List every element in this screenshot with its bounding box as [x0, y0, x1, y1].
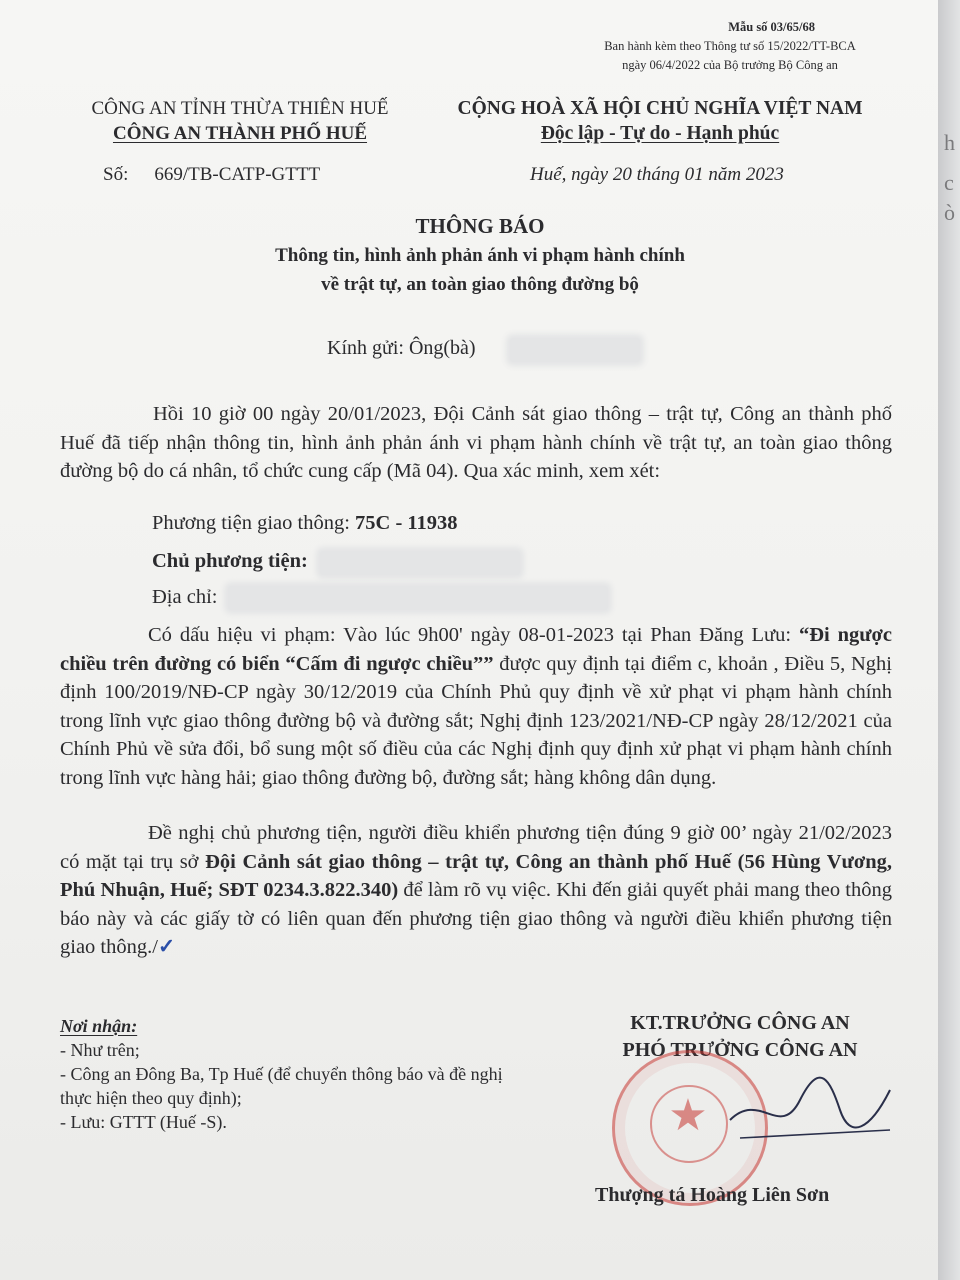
pen-check-icon: ✓: [157, 936, 176, 958]
form-issued-date: ngày 06/4/2022 của Bộ trưởng Bộ Công an: [622, 58, 838, 72]
agency-header: [40, 96, 440, 146]
recipients-block: [60, 1014, 520, 1134]
national-name: CỘNG HOÀ XÃ HỘI CHỦ NGHĨA VIỆT NAM: [457, 98, 863, 119]
recipient-item: - Như trên;: [60, 1040, 140, 1060]
redacted-name: [510, 338, 640, 362]
vehicle-label: Phương tiện giao thông:: [152, 512, 356, 534]
greeting: Kính gửi: Ông(bà): [327, 337, 476, 359]
signer-name: Thượng tá Hoàng Liên Sơn: [595, 1184, 830, 1206]
agency-city: CÔNG AN THÀNH PHỐ HUẾ: [112, 123, 368, 144]
place-date: Huế, ngày 20 tháng 01 năm 2023: [530, 164, 784, 185]
document-subtitle-2: về trật tự, an toàn giao thông đường bộ: [321, 274, 639, 295]
redacted-address: [228, 586, 608, 610]
document-number: [103, 164, 320, 186]
national-header: [430, 96, 890, 146]
owner-label: Chủ phương tiện:: [152, 550, 308, 572]
national-motto: Độc lập - Tự do - Hạnh phúc: [540, 123, 780, 144]
violation-text: “Đi ngược chiều trên đường có biển “Cấm đi ngược chiều””: [60, 624, 892, 675]
signature-title: [580, 1010, 900, 1064]
document-number-value: 669/TB-CATP-GTTT: [154, 164, 321, 185]
paragraph-intro: Hồi 10 giờ 00 ngày 20/01/2023, Đội Cảnh sát giao thông – trật tự, Công an thành phố Huế đã tiếp nhận thông tin, hình ảnh phản ánh vi phạm hành chính về trật tự, an toàn giao thông đường bộ do cá nhân, tổ chức cung cấp (Mã 04). Qua xác minh, xem xét:: [60, 403, 892, 482]
address-label: Địa chỉ:: [152, 586, 218, 608]
document-title: THÔNG BÁO: [415, 214, 545, 238]
redacted-owner: [320, 551, 520, 575]
form-number-block: [560, 18, 900, 75]
background-glyph: ò: [944, 200, 955, 225]
vehicle-plate: 75C - 11938: [355, 512, 458, 534]
handwritten-signature: [720, 1060, 900, 1160]
document-number-label: Số:: [103, 164, 129, 185]
signature-line-1: KT.TRƯỞNG CÔNG AN: [630, 1012, 850, 1034]
seal-star-icon: ★: [668, 1091, 708, 1140]
background-glyph: h: [944, 130, 955, 155]
office-address: Đội Cảnh sát giao thông – trật tự, Công an thành phố Huế (56 Hùng Vương, Phú Nhuận, Huế; SĐT 0234.3.822.340): [60, 850, 892, 901]
form-number: Mẫu số 03/65/68: [728, 20, 815, 34]
agency-province: CÔNG AN TỈNH THỪA THIÊN HUẾ: [91, 98, 389, 119]
recipient-item: - Công an Đông Ba, Tp Huế (để chuyển thông báo và đề nghị thực hiện theo quy định);: [60, 1064, 503, 1108]
recipients-heading: Nơi nhận:: [60, 1016, 138, 1036]
background-glyph: c: [944, 170, 954, 195]
vehicle-line: [152, 512, 458, 535]
signature-line-2: PHÓ TRƯỞNG CÔNG AN: [622, 1039, 858, 1061]
paragraph-request: Đề nghị chủ phương tiện, người điều khiển phương tiện đúng 9 giờ 00’ ngày 21/02/2023 có mặt tại trụ sở Đội Cảnh sát giao thông – trật tự, Công an thành phố Huế (56 Hùng Vương, Phú Nhuận, Huế; SĐT 0234.3.822.340) để làm rõ vụ việc. Khi đến giải quyết phải mang theo thông báo này và các giấy tờ có liên quan đến phương tiện giao thông và người điều khiển phương tiện giao thông./✓: [60, 822, 892, 958]
document-subtitle-1: Thông tin, hình ảnh phản ánh vi phạm hành chính: [275, 245, 685, 266]
paragraph-violation: Có dấu hiệu vi phạm: Vào lúc 9h00' ngày 08-01-2023 tại Phan Đăng Lưu: “Đi ngược chiều trên đường có biển “Cấm đi ngược chiều”” được quy định tại điểm c, khoản , Điều 5, Nghị định 100/2019/NĐ-CP ngày 30/12/2019 của Chính Phủ quy định về xử phạt vi phạm hành chính trong lĩnh vực giao thông đường bộ và đường sắt; Nghị định 123/2021/NĐ-CP ngày 28/12/2021 của Chính Phủ về sửa đổi, bổ sung một số điều của các Nghị định quy định xử phạt vi phạm hành chính trong lĩnh vực hàng hải; giao thông đường bộ, đường sắt; hàng không dân dụng.: [60, 624, 892, 789]
recipient-item: - Lưu: GTTT (Huế -S).: [60, 1112, 227, 1132]
form-issued-with: Ban hành kèm theo Thông tư số 15/2022/TT-BCA: [604, 39, 856, 53]
